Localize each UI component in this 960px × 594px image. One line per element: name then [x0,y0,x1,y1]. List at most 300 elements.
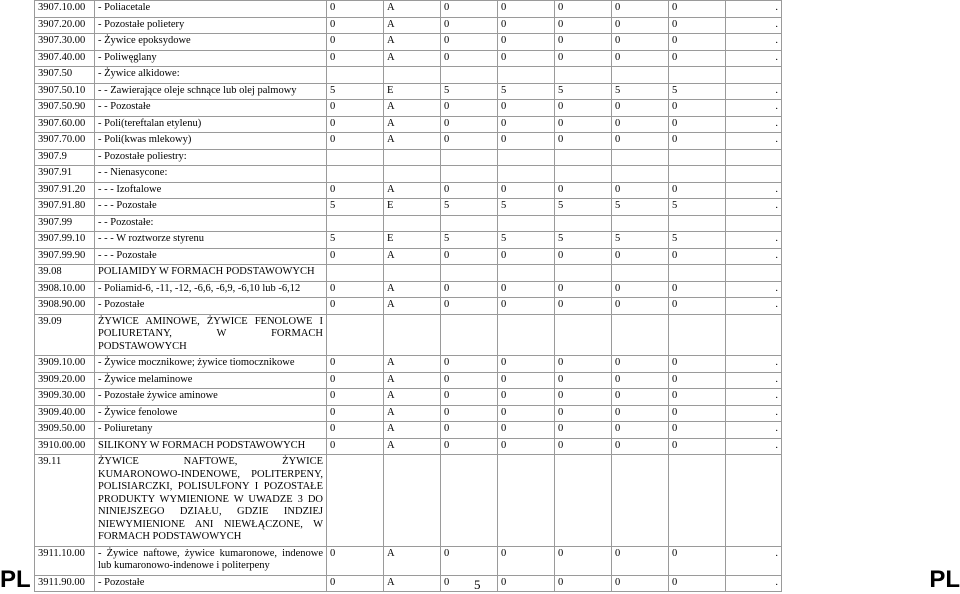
rate-cell [612,67,669,84]
end-marker-cell: . [726,281,782,298]
description-cell: SILIKONY W FORMACH PODSTAWOWYCH [95,438,327,455]
rate-cell: 0 [669,438,726,455]
rate-cell: 0 [441,17,498,34]
table-row [35,34,782,51]
rate-cell: 0 [555,116,612,133]
description-cell: - - - W roztworze styrenu [95,232,327,249]
rate-cell [327,215,384,232]
rate-cell: 0 [441,405,498,422]
rate-cell [555,149,612,166]
rate-cell: 0 [327,248,384,265]
table-row [35,67,782,84]
rate-cell: 0 [327,100,384,117]
rate-cell [327,455,384,547]
rate-cell: 0 [612,50,669,67]
end-marker-cell: . [726,232,782,249]
rate-cell: 0 [327,422,384,439]
description-cell: - Poliuretany [95,422,327,439]
end-marker-cell: . [726,17,782,34]
rate-cell: 0 [669,281,726,298]
rate-cell: 0 [327,281,384,298]
code-cell: 3911.90.00 [35,575,95,592]
rate-cell [384,149,441,166]
rate-cell: 0 [555,133,612,150]
end-marker-cell: . [726,50,782,67]
rate-cell: 5 [327,232,384,249]
rate-cell: 0 [612,356,669,373]
rate-cell: 0 [441,372,498,389]
rate-cell: 5 [555,83,612,100]
rate-cell: 0 [555,50,612,67]
rate-cell: 0 [555,389,612,406]
description-cell: - - - Pozostałe [95,248,327,265]
rate-cell: A [384,133,441,150]
rate-cell: 0 [669,1,726,18]
rate-cell [441,455,498,547]
rate-cell [498,166,555,183]
rate-cell: 0 [555,546,612,575]
rate-cell [327,314,384,356]
description-cell: - - Pozostałe: [95,215,327,232]
rate-cell: 0 [327,133,384,150]
rate-cell: 0 [441,116,498,133]
rate-cell: 5 [441,83,498,100]
description-cell: - Pozostałe [95,575,327,592]
rate-cell: 0 [612,575,669,592]
table-row [35,438,782,455]
rate-cell [441,166,498,183]
rate-cell: 0 [555,100,612,117]
rate-cell: 0 [612,298,669,315]
description-cell: - Pozostałe polietery [95,17,327,34]
rate-cell: A [384,100,441,117]
rate-cell: 5 [498,232,555,249]
rate-cell: 0 [669,17,726,34]
rate-cell: 0 [555,405,612,422]
rate-cell: E [384,199,441,216]
rate-cell: 0 [327,546,384,575]
rate-cell: 0 [555,34,612,51]
rate-cell: 5 [612,232,669,249]
rate-cell [555,215,612,232]
code-cell: 3907.20.00 [35,17,95,34]
rate-cell: 0 [327,17,384,34]
rate-cell: 0 [498,389,555,406]
rate-cell: 0 [327,575,384,592]
rate-cell: 0 [612,405,669,422]
rate-cell: 0 [327,356,384,373]
end-marker-cell: . [726,546,782,575]
description-cell: - - Nienasycone: [95,166,327,183]
rate-cell: A [384,34,441,51]
table-row [35,166,782,183]
description-cell: - Żywice alkidowe: [95,67,327,84]
rate-cell: 0 [441,438,498,455]
end-marker-cell [726,265,782,282]
table-row [35,100,782,117]
rate-cell [669,215,726,232]
description-cell: - Poli(tereftalan etylenu) [95,116,327,133]
code-cell: 39.11 [35,455,95,547]
rate-cell: 5 [441,232,498,249]
rate-cell: 5 [327,199,384,216]
rate-cell: A [384,405,441,422]
rate-cell: 0 [669,575,726,592]
rate-cell [327,149,384,166]
rate-cell: 0 [441,182,498,199]
rate-cell: 0 [669,116,726,133]
end-marker-cell: . [726,116,782,133]
rate-cell: A [384,575,441,592]
description-cell: - Pozostałe [95,298,327,315]
rate-cell: 0 [498,248,555,265]
rate-cell [669,265,726,282]
rate-cell: 0 [612,248,669,265]
rate-cell: 0 [498,422,555,439]
table-row [35,232,782,249]
rate-cell: 0 [498,575,555,592]
rate-cell: 0 [555,575,612,592]
end-marker-cell [726,215,782,232]
rate-cell [612,265,669,282]
rate-cell: 0 [498,133,555,150]
rate-cell: A [384,50,441,67]
rate-cell [384,265,441,282]
rate-cell [555,455,612,547]
description-cell: - Poliacetale [95,1,327,18]
description-cell: ŻYWICE AMINOWE, ŻYWICE FENOLOWE I POLIURETANY, W FORMACH PODSTAWOWYCH [95,314,327,356]
description-cell: - Żywice mocznikowe; żywice tiomocznikowe [95,356,327,373]
rate-cell: A [384,438,441,455]
table-row [35,1,782,18]
rate-cell: 5 [555,232,612,249]
rate-cell [669,166,726,183]
rate-cell: 0 [669,50,726,67]
rate-cell: 0 [498,281,555,298]
table-row [35,116,782,133]
rate-cell: 0 [498,116,555,133]
description-cell: - Żywice epoksydowe [95,34,327,51]
rate-cell: 5 [612,199,669,216]
end-marker-cell [726,314,782,356]
rate-cell [612,314,669,356]
rate-cell: A [384,248,441,265]
rate-cell: 0 [498,298,555,315]
rate-cell: 0 [498,546,555,575]
table-row [35,133,782,150]
rate-cell: A [384,1,441,18]
rate-cell: 0 [327,50,384,67]
rate-cell [384,166,441,183]
rate-cell: 0 [669,356,726,373]
end-marker-cell: . [726,182,782,199]
rate-cell: 0 [441,1,498,18]
description-cell: - Żywice fenolowe [95,405,327,422]
rate-cell: 0 [498,182,555,199]
end-marker-cell: . [726,438,782,455]
rate-cell: 0 [498,17,555,34]
rate-cell [555,314,612,356]
rate-cell: 0 [441,546,498,575]
rate-cell: 0 [441,248,498,265]
rate-cell: A [384,422,441,439]
code-cell: 39.09 [35,314,95,356]
rate-cell: 0 [669,34,726,51]
rate-cell: 0 [612,116,669,133]
rate-cell: A [384,116,441,133]
table-row [35,575,782,592]
code-cell: 3911.10.00 [35,546,95,575]
end-marker-cell [726,149,782,166]
code-cell: 3907.99 [35,215,95,232]
code-cell: 3909.10.00 [35,356,95,373]
rate-cell [555,265,612,282]
rate-cell: 0 [441,281,498,298]
rate-cell: 0 [498,405,555,422]
description-cell: - - Zawierające oleje schnące lub olej palmowy [95,83,327,100]
rate-cell: 0 [555,1,612,18]
rate-cell [498,265,555,282]
rate-cell [498,67,555,84]
rate-cell [441,265,498,282]
rate-cell [612,455,669,547]
rate-cell: 0 [441,422,498,439]
rate-cell: 0 [498,34,555,51]
rate-cell: 0 [669,405,726,422]
table-row [35,455,782,547]
rate-cell: 0 [612,438,669,455]
rate-cell: 0 [498,100,555,117]
rate-cell: 0 [441,356,498,373]
rate-cell: 0 [327,116,384,133]
rate-cell: 0 [498,1,555,18]
rate-cell [669,149,726,166]
rate-cell: A [384,389,441,406]
rate-cell: E [384,83,441,100]
rate-cell: 0 [327,438,384,455]
rate-cell: A [384,298,441,315]
end-marker-cell: . [726,372,782,389]
rate-cell: 5 [612,83,669,100]
table-row [35,356,782,373]
rate-cell: 0 [327,182,384,199]
description-cell: - Poliamid-6, -11, -12, -6,6, -6,9, -6,10 lub -6,12 [95,281,327,298]
code-cell: 3907.91 [35,166,95,183]
tariff-table [34,0,782,592]
table-row [35,405,782,422]
rate-cell: 5 [669,83,726,100]
end-marker-cell: . [726,356,782,373]
rate-cell: 0 [612,1,669,18]
rate-cell: 0 [327,372,384,389]
table-row [35,182,782,199]
rate-cell [384,455,441,547]
rate-cell [327,166,384,183]
rate-cell: 0 [612,100,669,117]
rate-cell: 0 [555,17,612,34]
table-row [35,199,782,216]
rate-cell: 0 [612,422,669,439]
table-row [35,265,782,282]
rate-cell: A [384,281,441,298]
code-cell: 3907.50 [35,67,95,84]
rate-cell: 5 [498,83,555,100]
rate-cell: 0 [498,438,555,455]
rate-cell: 0 [669,133,726,150]
rate-cell: 0 [555,281,612,298]
rate-cell [441,215,498,232]
footer-language-label-left: PL [0,566,31,593]
description-cell: ŻYWICE NAFTOWE, ŻYWICE KUMARONOWO-INDENOWE, POLITERPENY, POLISIARCZKI, POLISULFONY I POZOSTAŁE PRODUKTY WYMIENIONE W UWADZE 3 DO NINIEJSZEGO DZIAŁU, GDZIE INDZIEJ NIEWYMIENIONE ANI NIEWŁĄCZONE, W FORMACH PODSTAWOWYCH [95,455,327,547]
end-marker-cell [726,166,782,183]
rate-cell: 5 [669,199,726,216]
end-marker-cell [726,455,782,547]
rate-cell [669,67,726,84]
rate-cell: 0 [441,133,498,150]
code-cell: 39.08 [35,265,95,282]
end-marker-cell: . [726,34,782,51]
code-cell: 3907.50.90 [35,100,95,117]
rate-cell: 5 [441,199,498,216]
rate-cell [498,314,555,356]
rate-cell [441,314,498,356]
description-cell: - Żywice naftowe, żywice kumaronowe, indenowe lub kumaronowo-indenowe i politerpeny [95,546,327,575]
end-marker-cell: . [726,422,782,439]
rate-cell: 0 [669,182,726,199]
end-marker-cell: . [726,389,782,406]
table-row [35,389,782,406]
table-row [35,372,782,389]
page-number: 5 [474,577,481,592]
rate-cell: 0 [612,34,669,51]
rate-cell: 0 [441,50,498,67]
description-cell: - Żywice melaminowe [95,372,327,389]
table-row [35,546,782,575]
table-row [35,281,782,298]
rate-cell: 0 [612,389,669,406]
end-marker-cell: . [726,100,782,117]
rate-cell: 0 [612,546,669,575]
code-cell: 3907.10.00 [35,1,95,18]
code-cell: 3907.99.10 [35,232,95,249]
tariff-table-body [35,1,782,592]
rate-cell [669,455,726,547]
rate-cell: 0 [441,100,498,117]
code-cell: 3907.40.00 [35,50,95,67]
end-marker-cell: . [726,298,782,315]
rate-cell: 0 [669,372,726,389]
table-row [35,83,782,100]
rate-cell [384,314,441,356]
rate-cell [384,215,441,232]
table-row [35,215,782,232]
description-cell: - Poli(kwas mlekowy) [95,133,327,150]
end-marker-cell: . [726,248,782,265]
rate-cell: A [384,356,441,373]
code-cell: 3907.91.20 [35,182,95,199]
rate-cell: 0 [327,1,384,18]
rate-cell: 0 [327,298,384,315]
code-cell: 3909.50.00 [35,422,95,439]
code-cell: 3907.99.90 [35,248,95,265]
code-cell: 3908.10.00 [35,281,95,298]
rate-cell [498,455,555,547]
end-marker-cell: . [726,1,782,18]
rate-cell: 0 [498,356,555,373]
rate-cell [327,265,384,282]
end-marker-cell: . [726,83,782,100]
description-cell: - Pozostałe żywice aminowe [95,389,327,406]
table-row [35,50,782,67]
rate-cell: 0 [441,34,498,51]
table-row [35,314,782,356]
description-cell: - Pozostałe poliestry: [95,149,327,166]
end-marker-cell [726,67,782,84]
rate-cell: 0 [498,372,555,389]
rate-cell [441,149,498,166]
rate-cell: 5 [669,232,726,249]
code-cell: 3907.50.10 [35,83,95,100]
rate-cell: A [384,372,441,389]
rate-cell [498,149,555,166]
code-cell: 3907.60.00 [35,116,95,133]
rate-cell: E [384,232,441,249]
code-cell: 3910.00.00 [35,438,95,455]
rate-cell: A [384,546,441,575]
description-cell: - Poliwęglany [95,50,327,67]
rate-cell: 0 [612,372,669,389]
code-cell: 3907.9 [35,149,95,166]
rate-cell: 0 [612,281,669,298]
rate-cell: 0 [555,372,612,389]
rate-cell: 0 [555,298,612,315]
table-row [35,17,782,34]
rate-cell: A [384,17,441,34]
rate-cell: 0 [669,422,726,439]
end-marker-cell: . [726,133,782,150]
rate-cell: 0 [612,17,669,34]
rate-cell: 0 [555,182,612,199]
rate-cell [555,67,612,84]
rate-cell: 0 [327,405,384,422]
rate-cell [441,67,498,84]
description-cell: POLIAMIDY W FORMACH PODSTAWOWYCH [95,265,327,282]
code-cell: 3909.30.00 [35,389,95,406]
rate-cell: 0 [441,389,498,406]
rate-cell: 0 [555,438,612,455]
rate-cell: 5 [327,83,384,100]
description-cell: - - - Pozostałe [95,199,327,216]
table-row [35,248,782,265]
code-cell: 3907.30.00 [35,34,95,51]
table-row [35,298,782,315]
table-row [35,149,782,166]
code-cell: 3909.40.00 [35,405,95,422]
rate-cell: 0 [669,389,726,406]
end-marker-cell: . [726,575,782,592]
rate-cell: A [384,182,441,199]
rate-cell [612,215,669,232]
table-row [35,422,782,439]
rate-cell [555,166,612,183]
rate-cell: 0 [669,100,726,117]
end-marker-cell: . [726,405,782,422]
rate-cell: 0 [669,298,726,315]
rate-cell [384,67,441,84]
rate-cell [327,67,384,84]
footer-language-label-right: PL [929,566,960,593]
code-cell: 3909.20.00 [35,372,95,389]
